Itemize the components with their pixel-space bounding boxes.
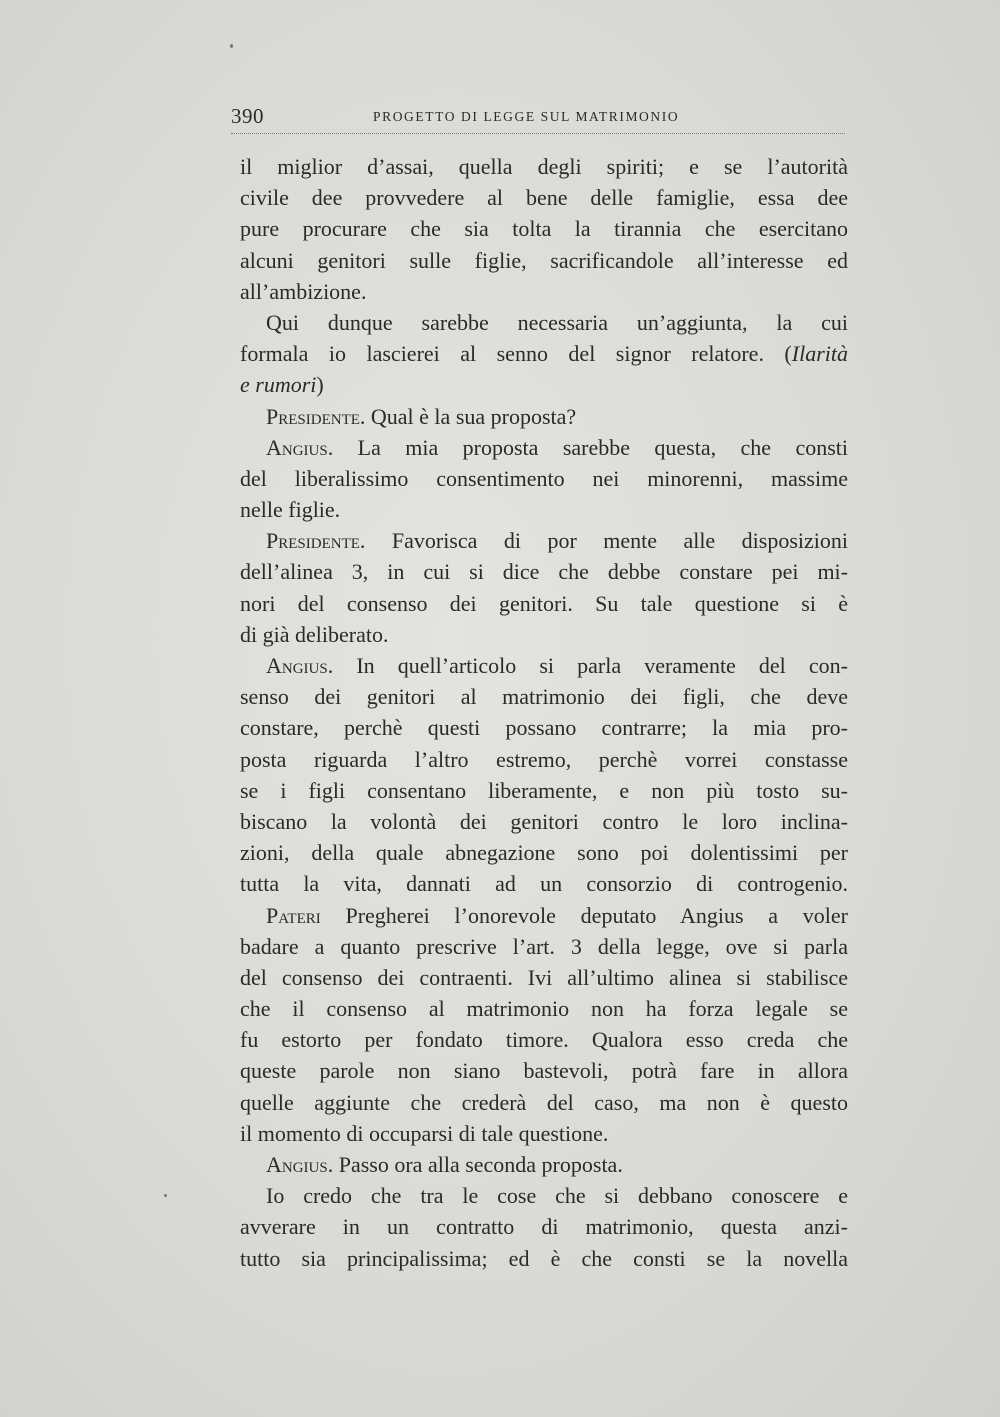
- text-line: queste parole non siano bastevoli, potrà fare in allora: [240, 1058, 848, 1084]
- text-line: [240, 1149, 848, 1180]
- text-line: [240, 900, 848, 931]
- text-run: Qual è la sua proposta?: [365, 403, 577, 429]
- text-line: Io credo che tra le cose che si debbano conoscere e: [266, 1183, 848, 1209]
- text-run: Passo ora alla seconda proposta.: [333, 1152, 623, 1177]
- ink-speck: [164, 1194, 167, 1197]
- stage-direction: Ilarità: [791, 341, 848, 367]
- text-line: all’ambizione.: [240, 278, 367, 304]
- text-line: biscano la volontà dei genitori contro le loro inclina-: [240, 808, 848, 834]
- page-number: 390: [231, 104, 264, 128]
- text-line: badare a quanto prescrive l’art. 3 della legge, ove si parla: [240, 933, 848, 959]
- text-run: formala io lascierei al senno del signor relatore. (: [240, 341, 792, 367]
- text-line: zioni, della quale abnegazione sono poi dolentissimi per: [240, 840, 848, 866]
- text-line: posta riguarda l’altro estremo, perchè vorrei constasse: [240, 746, 848, 772]
- text-line: senso dei genitori al matrimonio dei figli, che deve: [240, 684, 848, 710]
- body-text: [240, 151, 848, 1274]
- text-run: Pregherei l’onorevole deputato Angius a voler: [320, 902, 848, 928]
- text-line: avverare in un contratto di matrimonio, questa anzi-: [240, 1214, 848, 1240]
- text-line: quelle aggiunte che crederà del caso, ma non è questo: [240, 1089, 848, 1115]
- speaker-name: Presidente.: [266, 403, 366, 429]
- speaker-name: Angius.: [266, 434, 334, 460]
- text-line: il momento di occuparsi di tale questione.: [240, 1120, 609, 1146]
- text-run: In quell’articolo si parla veramente del con-: [333, 653, 848, 678]
- text-line: civile dee provvedere al bene delle famiglie, essa dee: [240, 185, 848, 211]
- text-line: [240, 401, 848, 432]
- text-run: ): [316, 372, 324, 398]
- text-line: [240, 525, 848, 556]
- speaker-name: Pateri: [266, 902, 321, 928]
- text-line: il miglior d’assai, quella degli spiriti; e se l’autorità: [240, 154, 848, 179]
- text-line: nelle figlie.: [240, 497, 341, 523]
- text-line: [240, 369, 848, 400]
- text-line: pure procurare che sia tolta la tirannia che esercitano: [240, 216, 848, 242]
- text-line: constare, perchè questi possano contrarre; la mia pro-: [240, 715, 848, 741]
- text-line: di già deliberato.: [240, 621, 389, 647]
- page-header: [231, 104, 845, 134]
- stage-direction: e rumori: [240, 372, 317, 398]
- text-line: del liberalissimo consentimento nei minorenni, massime: [240, 465, 848, 491]
- text-line: alcuni genitori sulle figlie, sacrificandole all’interesse ed: [240, 247, 848, 273]
- text-line: dell’alinea 3, in cui si dice che debbe constare pei mi-: [240, 559, 848, 585]
- header-rule: [231, 133, 845, 134]
- text-line: che il consenso al matrimonio non ha forza legale se: [240, 996, 848, 1022]
- ink-speck: [230, 44, 233, 48]
- text-line: tutto sia principalissima; ed è che consti se la novella: [240, 1245, 848, 1271]
- text-line: tutta la vita, dannati ad un consorzio di controgenio.: [240, 871, 848, 897]
- speaker-name: Angius.: [266, 653, 334, 678]
- text-line: [240, 432, 848, 463]
- text-run: Favorisca di por mente alle disposizioni: [365, 528, 848, 554]
- text-run: La mia proposta sarebbe questa, che consti: [333, 434, 848, 460]
- text-line: se i figli consentano liberamente, e non più tosto su-: [240, 777, 848, 803]
- text-line: [240, 338, 848, 369]
- text-line: Qui dunque sarebbe necessaria un’aggiunta, la cui: [266, 309, 848, 335]
- running-title: PROGETTO DI LEGGE SUL MATRIMONIO: [373, 109, 680, 124]
- text-line: [240, 650, 848, 681]
- text-line: nori del consenso dei genitori. Su tale questione si è: [240, 590, 848, 616]
- text-line: del consenso dei contraenti. Ivi all’ultimo alinea si stabilisce: [240, 964, 848, 990]
- speaker-name: Presidente.: [266, 528, 366, 554]
- speaker-name: Angius.: [266, 1152, 334, 1177]
- text-line: fu estorto per fondato timore. Qualora esso creda che: [240, 1027, 848, 1053]
